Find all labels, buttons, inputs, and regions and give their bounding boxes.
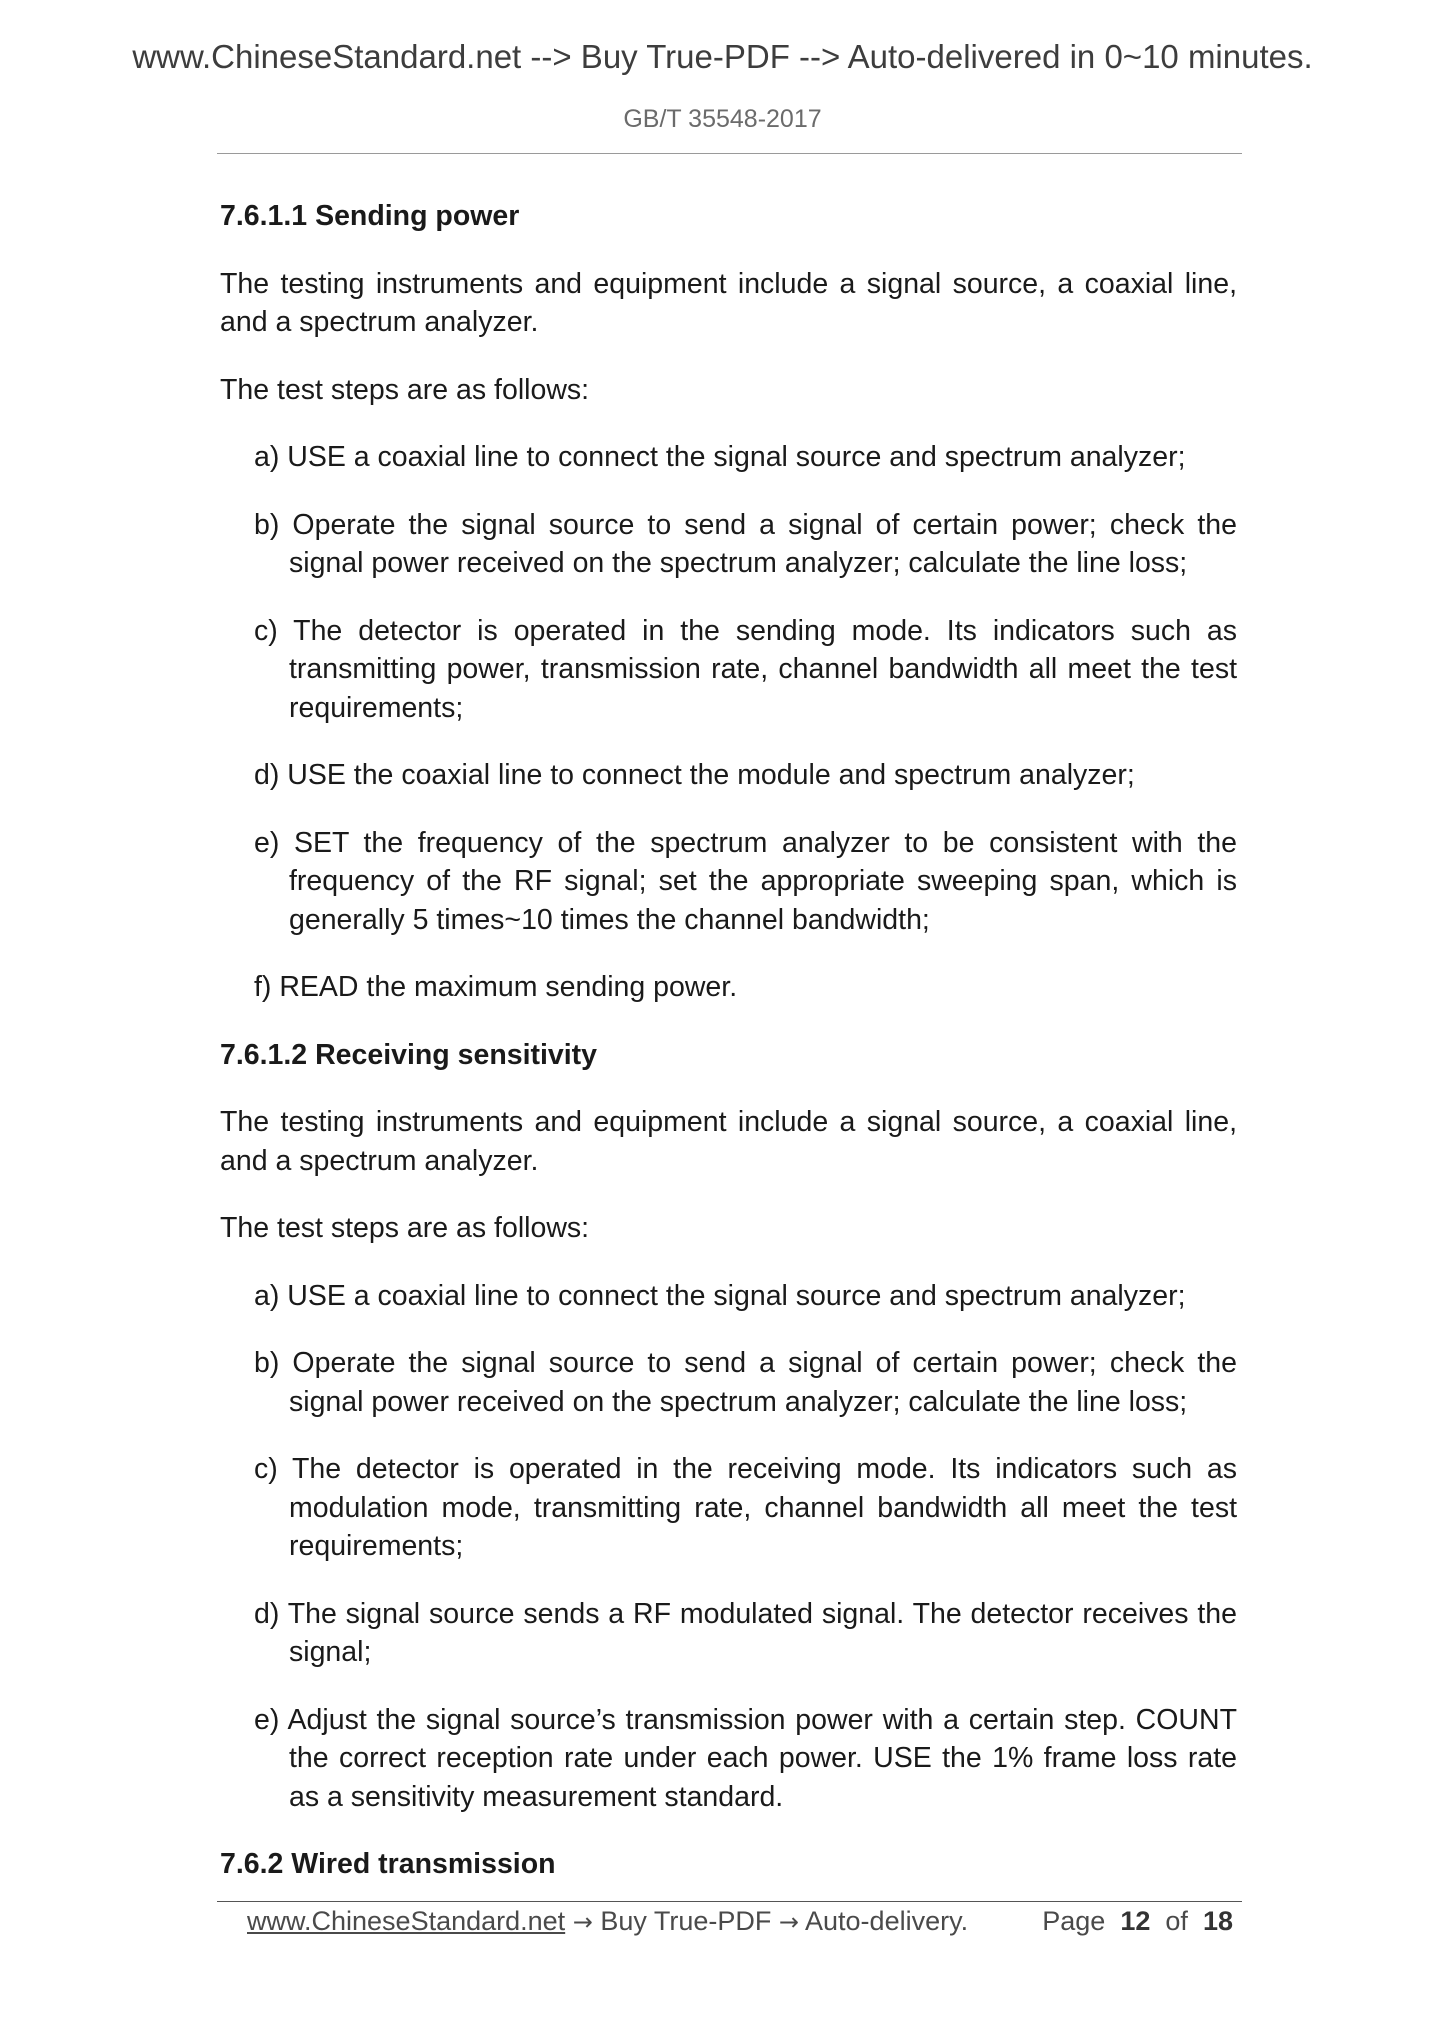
page-current: 12: [1120, 1906, 1151, 1936]
list-item: c) The detector is operated in the sending mode. Its indicators such as transmitting power, transmission rate, channel bandwidth all meet the test requirements;: [254, 614, 1237, 724]
document-id: GB/T 35548-2017: [623, 105, 822, 133]
list-item: e) SET the frequency of the spectrum analyzer to be consistent with the frequency of the RF signal; set the appropriate sweeping span, which is generally 5 times~10 times the channel bandwidth;: [254, 826, 1237, 936]
list-item: d) The signal source sends a RF modulated signal. The detector receives the signal;: [254, 1597, 1237, 1668]
arrow-right-icon: →: [778, 1908, 799, 1936]
page-total: 18: [1202, 1906, 1233, 1936]
steps-lead: The test steps are as follows:: [220, 1212, 590, 1244]
section-intro: The testing instruments and equipment include a signal source, a coaxial line, and a spectrum analyzer.: [220, 267, 1237, 338]
section-heading-sending-power: 7.6.1.1 Sending power: [220, 200, 520, 232]
steps-list: [220, 1277, 1237, 1817]
arrow-right-icon: →: [572, 1908, 593, 1936]
steps-list: [220, 438, 1237, 1007]
of-label: of: [1165, 1906, 1188, 1936]
section-intro: The testing instruments and equipment include a signal source, a coaxial line, and a spectrum analyzer.: [220, 1106, 1237, 1177]
list-item: d) USE the coaxial line to connect the module and spectrum analyzer;: [254, 759, 1135, 791]
footer-delivery-text: Auto-delivery.: [805, 1906, 969, 1936]
header-divider: [217, 153, 1242, 154]
list-item: c) The detector is operated in the receiving mode. Its indicators such as modulation mode, transmitting rate, channel bandwidth all meet the test requirements;: [254, 1453, 1237, 1562]
header-banner: www.ChineseStandard.net --> Buy True-PDF --> Auto-delivered in 0~10 minutes.: [132, 38, 1313, 75]
list-item: b) Operate the signal source to send a signal of certain power; check the signal power received on the spectrum analyzer; calculate the line loss;: [254, 1347, 1237, 1418]
footer-site-link[interactable]: www.ChineseStandard.net: [247, 1906, 566, 1936]
list-item: a) USE a coaxial line to connect the signal source and spectrum analyzer;: [254, 1279, 1186, 1312]
list-item: f) READ the maximum sending power.: [254, 971, 738, 1003]
list-item: b) Operate the signal source to send a signal of certain power; check the signal power received on the spectrum analyzer; calculate the line loss;: [254, 508, 1237, 579]
list-item: a) USE a coaxial line to connect the signal source and spectrum analyzer;: [254, 441, 1186, 473]
section-heading-wired-transmission: 7.6.2 Wired transmission: [220, 1848, 556, 1880]
page-footer: [247, 1906, 1237, 1937]
document-body: [220, 197, 1237, 1913]
page-number: [1042, 1906, 1233, 1937]
steps-lead: The test steps are as follows:: [220, 373, 590, 406]
footer-buy-text: Buy True-PDF: [600, 1906, 772, 1936]
footer-divider: [217, 1901, 1242, 1902]
page-label: Page: [1042, 1906, 1106, 1936]
list-item: e) Adjust the signal source’s transmission power with a certain step. COUNT the correct reception rate under each power. USE the 1% frame loss rate as a sensitivity measurement standard.: [254, 1703, 1237, 1813]
section-heading-receiving-sensitivity: 7.6.1.2 Receiving sensitivity: [220, 1038, 598, 1071]
